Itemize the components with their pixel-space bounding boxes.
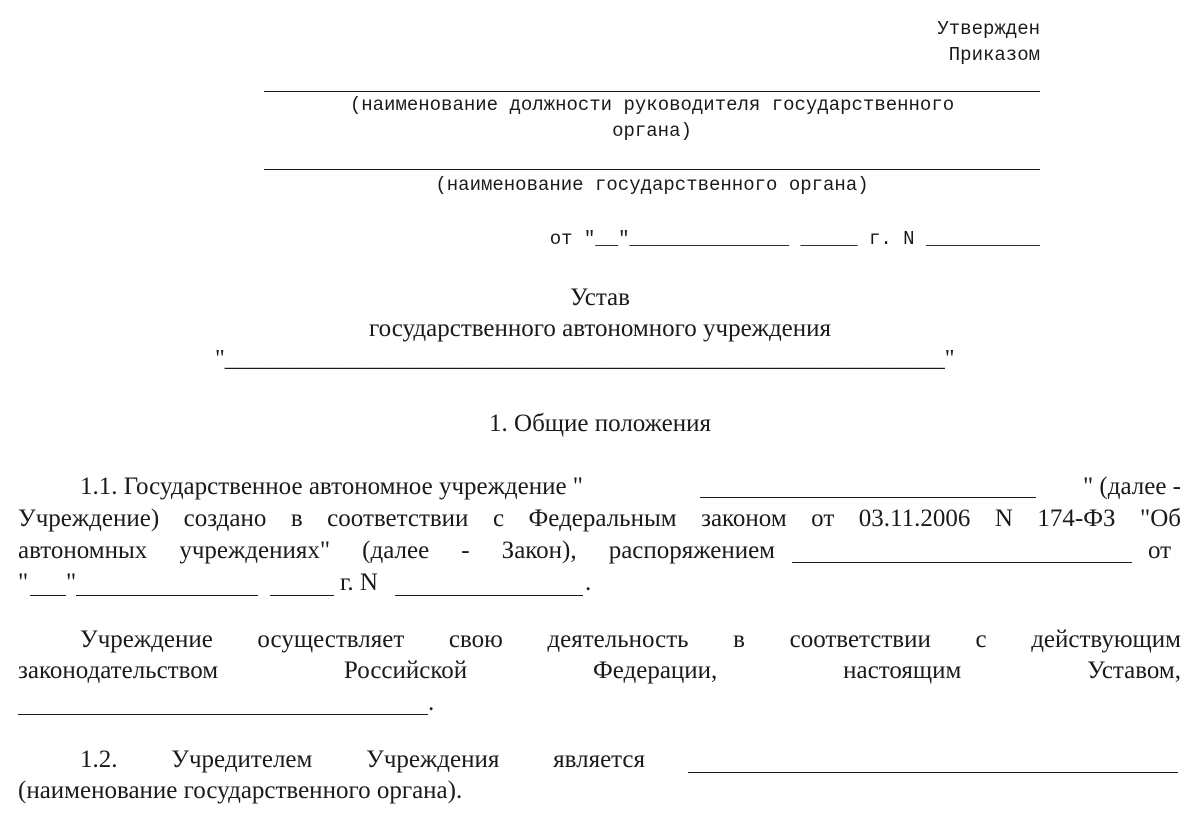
p11-line1-end: " (далее - xyxy=(1082,473,1181,500)
organ-blank-line xyxy=(264,169,1040,170)
position-caption-line1: (наименование должности руководителя государственного xyxy=(349,94,955,116)
activity-line1: Учреждение осуществляет свою деятельность в соответствии с действующим xyxy=(80,626,1181,653)
approved-label: Утвержден xyxy=(937,18,1040,40)
activity-blank-line xyxy=(18,714,428,715)
p11-line1-start: 1.1. Государственное автономное учреждение " xyxy=(80,473,584,500)
p11-line3-start: автономных учреждениях" (далее - Закон), распоряжением xyxy=(18,537,775,564)
p11-line4-quote-close: " xyxy=(66,569,77,596)
number-blank-line xyxy=(395,595,583,596)
p12-line1: 1.2. Учредителем Учреждения является xyxy=(80,746,645,773)
institution-name-blank: "____________________________________________________________" xyxy=(215,346,955,372)
p11-line4-period: . xyxy=(585,569,592,596)
order-label: Приказом xyxy=(948,44,1040,66)
document-title: Устав xyxy=(570,284,630,311)
organ-caption: (наименование государственного органа) xyxy=(435,174,869,196)
p12-line2: (наименование государственного органа). xyxy=(18,777,463,804)
p11-line3-end: от xyxy=(1148,537,1172,564)
month-blank-line xyxy=(76,595,258,596)
activity-line3-period: . xyxy=(428,689,435,716)
p11-line2: Учреждение) создано в соответствии с Федеральным законом от 03.11.2006 N 174-ФЗ "Об xyxy=(18,505,1181,532)
day-blank-line xyxy=(30,595,66,596)
section-heading: 1. Общие положения xyxy=(489,410,711,437)
order-blank-line xyxy=(792,562,1132,563)
p11-line4-number-label: г. N xyxy=(340,569,378,596)
position-caption-line2: органа) xyxy=(612,120,692,142)
founder-blank-line xyxy=(688,772,1178,773)
institution-blank-line xyxy=(700,497,1036,498)
p11-line4-quote-open: " xyxy=(18,569,29,596)
document-subtitle: государственного автономного учреждения xyxy=(368,315,832,342)
activity-line2: законодательством Российской Федерации, настоящим Уставом, xyxy=(18,657,1181,684)
date-line: от "__"______________ _____ г. N __________ xyxy=(549,228,1040,250)
year-blank-line xyxy=(270,595,334,596)
